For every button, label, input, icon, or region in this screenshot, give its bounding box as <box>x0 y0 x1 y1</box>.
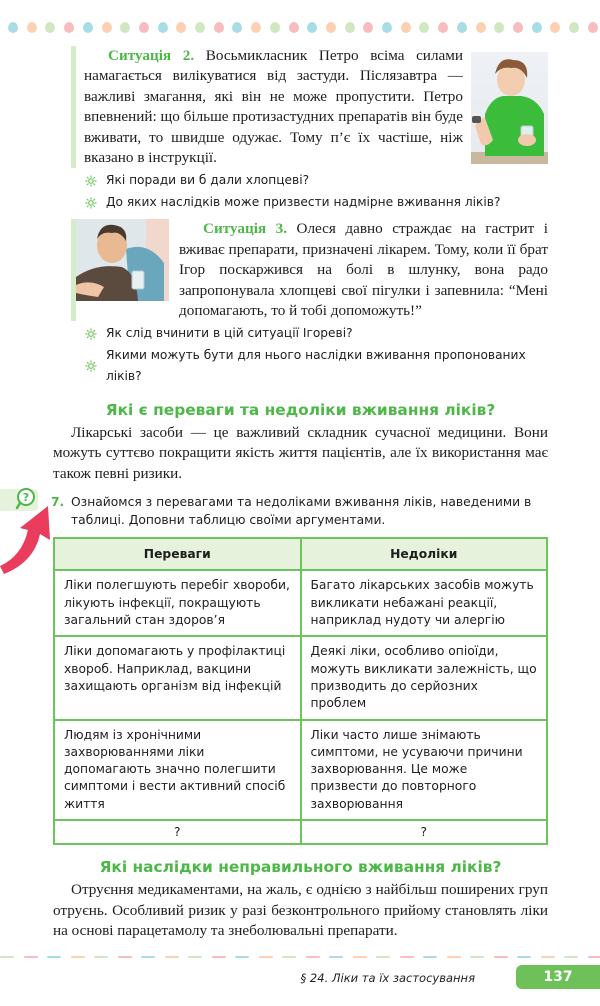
pros-cell: Людям із хронічними захворюваннями ліки допомагають значно полегшити симптоми і вести активний спосіб життя <box>54 720 301 820</box>
decor-dash <box>306 956 320 959</box>
decor-dash <box>517 956 531 959</box>
man-illustration <box>76 219 169 301</box>
page-content <box>53 46 548 942</box>
pros-placeholder-cell: ? <box>54 820 301 844</box>
pros-cell: Ліки допомагають у профілактиці хвороб. Наприклад, вакцини захищають організм від інфекцій <box>54 636 301 719</box>
sun-bullet-icon <box>85 175 97 187</box>
decor-dot <box>176 22 186 33</box>
decor-dot <box>120 22 130 33</box>
decor-dash <box>447 956 461 959</box>
sun-bullet-icon <box>85 328 97 340</box>
section-2-paragraph: Отруєння медикаментами, на жаль, є однією з найбільш поширених груп отруєнь. Особливий ризик у разі безконтрольного прийому становлять ліки на основі парацетамолу та знеболювальні препарати. <box>53 880 548 941</box>
man-with-water-photo <box>76 219 169 301</box>
decor-dot <box>326 22 336 33</box>
decor-dot <box>27 22 37 33</box>
situation-2-bar <box>71 46 76 168</box>
section-1-paragraph: Лікарські засоби — це важливий складник сучасної медицини. Вони можуть суттєво покращити якість життя пацієнтів, але їх використання має також певні ризики. <box>53 423 548 484</box>
decor-dash <box>259 956 273 959</box>
decor-dash <box>329 956 343 959</box>
task-text: Ознайомся з перевагами та недоліками вживання ліків, наведеними в таблиці. Доповни таблицю своїми аргументами. <box>71 495 531 527</box>
question-item <box>85 170 548 192</box>
task-7 <box>71 494 548 529</box>
pros-cons-table <box>53 537 548 845</box>
decor-dash <box>353 956 367 959</box>
situation-2-paragraph <box>84 46 463 168</box>
decor-dot <box>550 22 560 33</box>
bottom-dash-border <box>0 956 600 960</box>
decor-dot <box>158 22 168 33</box>
decor-dash <box>212 956 226 959</box>
situation-3-text: Олеся давно страждає на гастрит і вживає препарати, призначені лікарем. Тому, коли її брат Ігор поскаржився на болі в шлунку, вона радо запропонувала хлопцеві свої пігулки і запевнила: “Мені допомагають, то й тобі допоможуть!” <box>179 220 548 319</box>
section-heading-pros-cons: Які є переваги та недоліки вживання ліків? <box>53 400 548 420</box>
situation-2-questions <box>85 170 548 213</box>
boy-with-pills-photo <box>471 52 548 164</box>
boy-illustration <box>471 52 548 164</box>
question-item <box>85 323 548 345</box>
decor-dot <box>270 22 280 33</box>
decor-dot <box>345 22 355 33</box>
question-item <box>85 192 548 214</box>
svg-text:?: ? <box>23 491 29 504</box>
situation-3-questions <box>85 323 548 388</box>
question-text: Як слід вчинити в цій ситуації Ігореві? <box>106 323 353 345</box>
decor-dot <box>401 22 411 33</box>
decor-dash <box>24 956 38 959</box>
decor-dot <box>8 22 18 33</box>
decor-dot <box>588 22 598 33</box>
cons-cell: Ліки часто лише знімають симптоми, не усуваючи причини захворювання. Це може призвести до повторного захворювання <box>301 720 548 820</box>
decor-dash <box>588 956 600 959</box>
decor-dash <box>188 956 202 959</box>
decor-dash <box>376 956 390 959</box>
cons-cell: Деякі ліки, особливо опіоїди, можуть викликати залежність, що призводить до серйозних проблем <box>301 636 548 719</box>
decor-dot <box>513 22 523 33</box>
question-text: Які поради ви б дали хлопцеві? <box>106 170 309 192</box>
decor-dot <box>457 22 467 33</box>
decor-dot <box>64 22 74 33</box>
page-footer <box>0 956 600 1006</box>
decor-dash <box>541 956 555 959</box>
decor-dot <box>83 22 93 33</box>
decor-dash <box>423 956 437 959</box>
decor-dot <box>569 22 579 33</box>
table-row <box>54 720 547 820</box>
question-text: До яких наслідків може призвести надмірне вживання ліків? <box>106 192 500 214</box>
situation-2-text: Восьмикласник Петро всіма силами намагається вилікуватися від застуди. Післязавтра — важливі змагання, які він не може пропустити. Петро впевнений: що більше протизастудних препаратів він буде вживати, то швидше одужає. Тому п’є їх частіше, ніж вказано в інструкції. <box>84 47 463 166</box>
header-pros: Переваги <box>54 538 301 570</box>
decor-dot <box>195 22 205 33</box>
section-heading-consequences: Які наслідки неправильного вживання ліків? <box>53 857 548 877</box>
decor-dash <box>118 956 132 959</box>
pointer-arrow-icon <box>0 504 55 574</box>
decor-dash <box>71 956 85 959</box>
situation-3-paragraph <box>179 219 548 321</box>
decor-dot <box>438 22 448 33</box>
table-row <box>54 636 547 719</box>
header-cons: Недоліки <box>301 538 548 570</box>
decor-dash <box>564 956 578 959</box>
decor-dash <box>94 956 108 959</box>
cons-placeholder-cell: ? <box>301 820 548 844</box>
decor-dot <box>532 22 542 33</box>
situation-2-label: Ситуація 2. <box>108 47 194 64</box>
decor-dash <box>165 956 179 959</box>
decor-dash <box>235 956 249 959</box>
decor-dash <box>0 956 14 959</box>
decor-dot <box>139 22 149 33</box>
top-dot-border <box>0 22 600 36</box>
footer-chapter-title: § 24. Ліки та їх застосування <box>301 971 475 985</box>
situation-3-label: Ситуація 3. <box>203 220 287 237</box>
decor-dot <box>251 22 261 33</box>
decor-dash <box>47 956 61 959</box>
decor-dash <box>400 956 414 959</box>
decor-dash <box>494 956 508 959</box>
decor-dot <box>382 22 392 33</box>
decor-dash <box>470 956 484 959</box>
decor-dot <box>102 22 112 33</box>
decor-dot <box>494 22 504 33</box>
decor-dot <box>289 22 299 33</box>
decor-dot <box>232 22 242 33</box>
sun-bullet-icon <box>85 360 97 372</box>
table-row <box>54 570 547 636</box>
decor-dot <box>214 22 224 33</box>
task-number: 7. <box>51 494 64 512</box>
decor-dot <box>363 22 373 33</box>
cons-cell: Багато лікарських засобів можуть викликати небажані реакції, наприклад нудоту чи алергію <box>301 570 548 636</box>
situation-2-block <box>53 46 548 168</box>
decor-dash <box>282 956 296 959</box>
decor-dot <box>419 22 429 33</box>
sun-bullet-icon <box>85 197 97 209</box>
decor-dot <box>45 22 55 33</box>
table-header-row <box>54 538 547 570</box>
table-row <box>54 820 547 844</box>
situation-3-block <box>53 219 548 321</box>
question-item <box>85 345 548 388</box>
decor-dot <box>476 22 486 33</box>
decor-dot <box>307 22 317 33</box>
page-number: 137 <box>516 965 600 989</box>
decor-dash <box>141 956 155 959</box>
pros-cell: Ліки полегшують перебіг хвороби, лікують інфекції, покращують загальний стан здоров’я <box>54 570 301 636</box>
task-7-block <box>53 494 548 529</box>
question-text: Якими можуть бути для нього наслідки вживання пропонованих ліків? <box>106 345 548 388</box>
